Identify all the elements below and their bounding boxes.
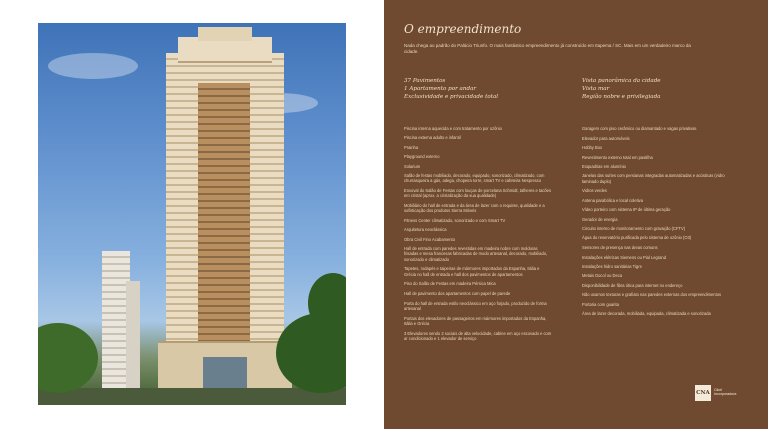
company-logo bbox=[695, 385, 737, 403]
feature-item: Vidros verdes bbox=[582, 188, 607, 194]
feature-item: Fitness Center climatizado, sonorizado e com Smart TV bbox=[404, 217, 506, 223]
feature-item: Playground externo bbox=[404, 154, 440, 160]
feature-item: Obra Civil Fino Acabamento bbox=[404, 236, 455, 242]
feature-item: Água do reservatório purificada pelo sistema de ozônio (O3) bbox=[582, 235, 692, 241]
highlight-item: Vista panorâmica da cidade bbox=[582, 78, 661, 84]
right-page bbox=[384, 0, 768, 429]
feature-item: Porta do hall de entrada estilo neoclássico em aço forjado, produzido de forma artesanal bbox=[404, 300, 547, 311]
feature-item: Salão de festas mobiliado, decorado, equipado, sonorizado, climatizado, com churrasqueira a gás, adega, chopeira torre, smart TV e cafeteira Nespresso bbox=[404, 172, 545, 184]
feature-item: Instalações elétricas Siemens ou Pial Legrand bbox=[582, 254, 666, 260]
feature-item: Circuito interno de monitoramento com gravação (CFTV) bbox=[582, 225, 686, 231]
logo-text bbox=[714, 388, 736, 396]
feature-item: Não usamos texturas e grafiato nas paredes externas dos empreendimentos bbox=[582, 292, 722, 298]
feature-item: Vídeo porteiro com sistema IP de última geração bbox=[582, 207, 671, 213]
tower-center-column bbox=[198, 83, 250, 383]
page-title: O empreendimento bbox=[404, 22, 522, 36]
feature-item: Hall de entrada com paredes revestidas em madeira nobre com molduras frisadas e mesa francesas fabricadas de modo artesanal, decorado, mobiliado, sonorizado e climatizado bbox=[404, 246, 548, 262]
feature-item: Enxoval do Salão de Festas com louças de porcelana Schmidt, talheres e tacões em cristal (aprox. a cristalização da sua qualidade) bbox=[404, 187, 552, 199]
logo-line: Incorporadora bbox=[714, 392, 737, 397]
entrance bbox=[203, 357, 247, 391]
feature-item: Portais dos elevadores de passageiros em mármores importados da Espanha, Itália e Grécia bbox=[404, 315, 547, 326]
feature-item: Solarium bbox=[404, 163, 421, 169]
feature-item: Elevador para automóveis bbox=[582, 135, 630, 141]
highlight-item: Região nobre e privilegiada bbox=[582, 94, 661, 100]
background-building bbox=[126, 281, 140, 391]
feature-item: Mobiliário do hall de entrada e da área de lazer com o requinte, qualidade e a sofisticação dos produtos Sierra Móveis bbox=[404, 202, 545, 214]
cloud bbox=[48, 53, 138, 79]
tower-crown bbox=[198, 27, 252, 41]
highlight-item: Exclusividade e privacidade total bbox=[404, 94, 499, 100]
palm-tree bbox=[38, 323, 98, 393]
feature-item: Gerador de energia bbox=[582, 216, 618, 222]
logo-mark: CNA bbox=[695, 385, 711, 401]
feature-item: Instalações hidro sanitárias Tigre bbox=[582, 263, 642, 269]
feature-item: Revestimento externo total em pastilha bbox=[582, 154, 653, 160]
highlights-left bbox=[404, 77, 498, 101]
highlight-item: Vista mar bbox=[582, 86, 610, 92]
feature-item: Metais Docol ou Deca bbox=[582, 273, 623, 279]
logo-line: Cikel bbox=[714, 388, 722, 392]
feature-item: Piscina interna aquecida e com tratamento por ozônio bbox=[404, 126, 502, 131]
highlight-item: 37 Pavimentos bbox=[404, 78, 446, 84]
feature-item: Piso do Salão de Festas em madeira Pérsica Mica bbox=[404, 281, 496, 287]
feature-item: Disponibilidade de fibra ótica para internet no endereço bbox=[582, 282, 683, 288]
feature-item: Piscina externa adulto e infantil bbox=[404, 135, 461, 141]
feature-item: Prainha bbox=[404, 144, 419, 150]
feature-item: Hall de pavimento dos apartamentos com papel de parede bbox=[404, 290, 511, 296]
features-right-list bbox=[582, 126, 730, 321]
feature-item: Sensores de presença nas áreas comuns bbox=[582, 245, 658, 251]
feature-item: Antena parabólica e local coletiva bbox=[582, 197, 643, 203]
feature-item: 3 Elevadores sendo 2 sociais de alta velocidade, cabine em aço escovado e com ar condicionado e 1 elevador de serviço bbox=[404, 330, 552, 341]
feature-item: Arquitetura neoclássica bbox=[404, 227, 447, 233]
feature-item: Tapetes, rodapés e taipeiras de mármores importados da Espanha, Itália e Grécia no hall de entrada e hall dos pavimentos de apartamentos bbox=[404, 266, 540, 277]
ground bbox=[38, 388, 346, 405]
highlight-item: 1 Apartamento por andar bbox=[404, 86, 477, 92]
feature-item: Esquadrias em alumínio bbox=[582, 163, 626, 169]
feature-item: Janelas das suítes com persianas integradas automatizadas e acústicas (vidro laminado duplo) bbox=[582, 173, 725, 184]
highlights-right bbox=[582, 77, 661, 101]
feature-item: Hobby Box bbox=[582, 145, 603, 151]
building-photo bbox=[38, 23, 346, 405]
feature-item: Portaria com guarita bbox=[582, 301, 619, 307]
intro-text: Nada chega ao padrão do Palácio Triunfo. O mais fantástico empreendimento já construído em Itapema / SC. Mais em um verdadeiro marco da cidade. bbox=[404, 43, 691, 54]
feature-item: Garagem com piso cerâmico ou diamantado e vagas privativas bbox=[582, 126, 697, 131]
feature-item: Área de lazer decorada, mobiliada, equipada, climatizada e sonorizada bbox=[582, 311, 711, 317]
features-left-list bbox=[404, 126, 552, 346]
